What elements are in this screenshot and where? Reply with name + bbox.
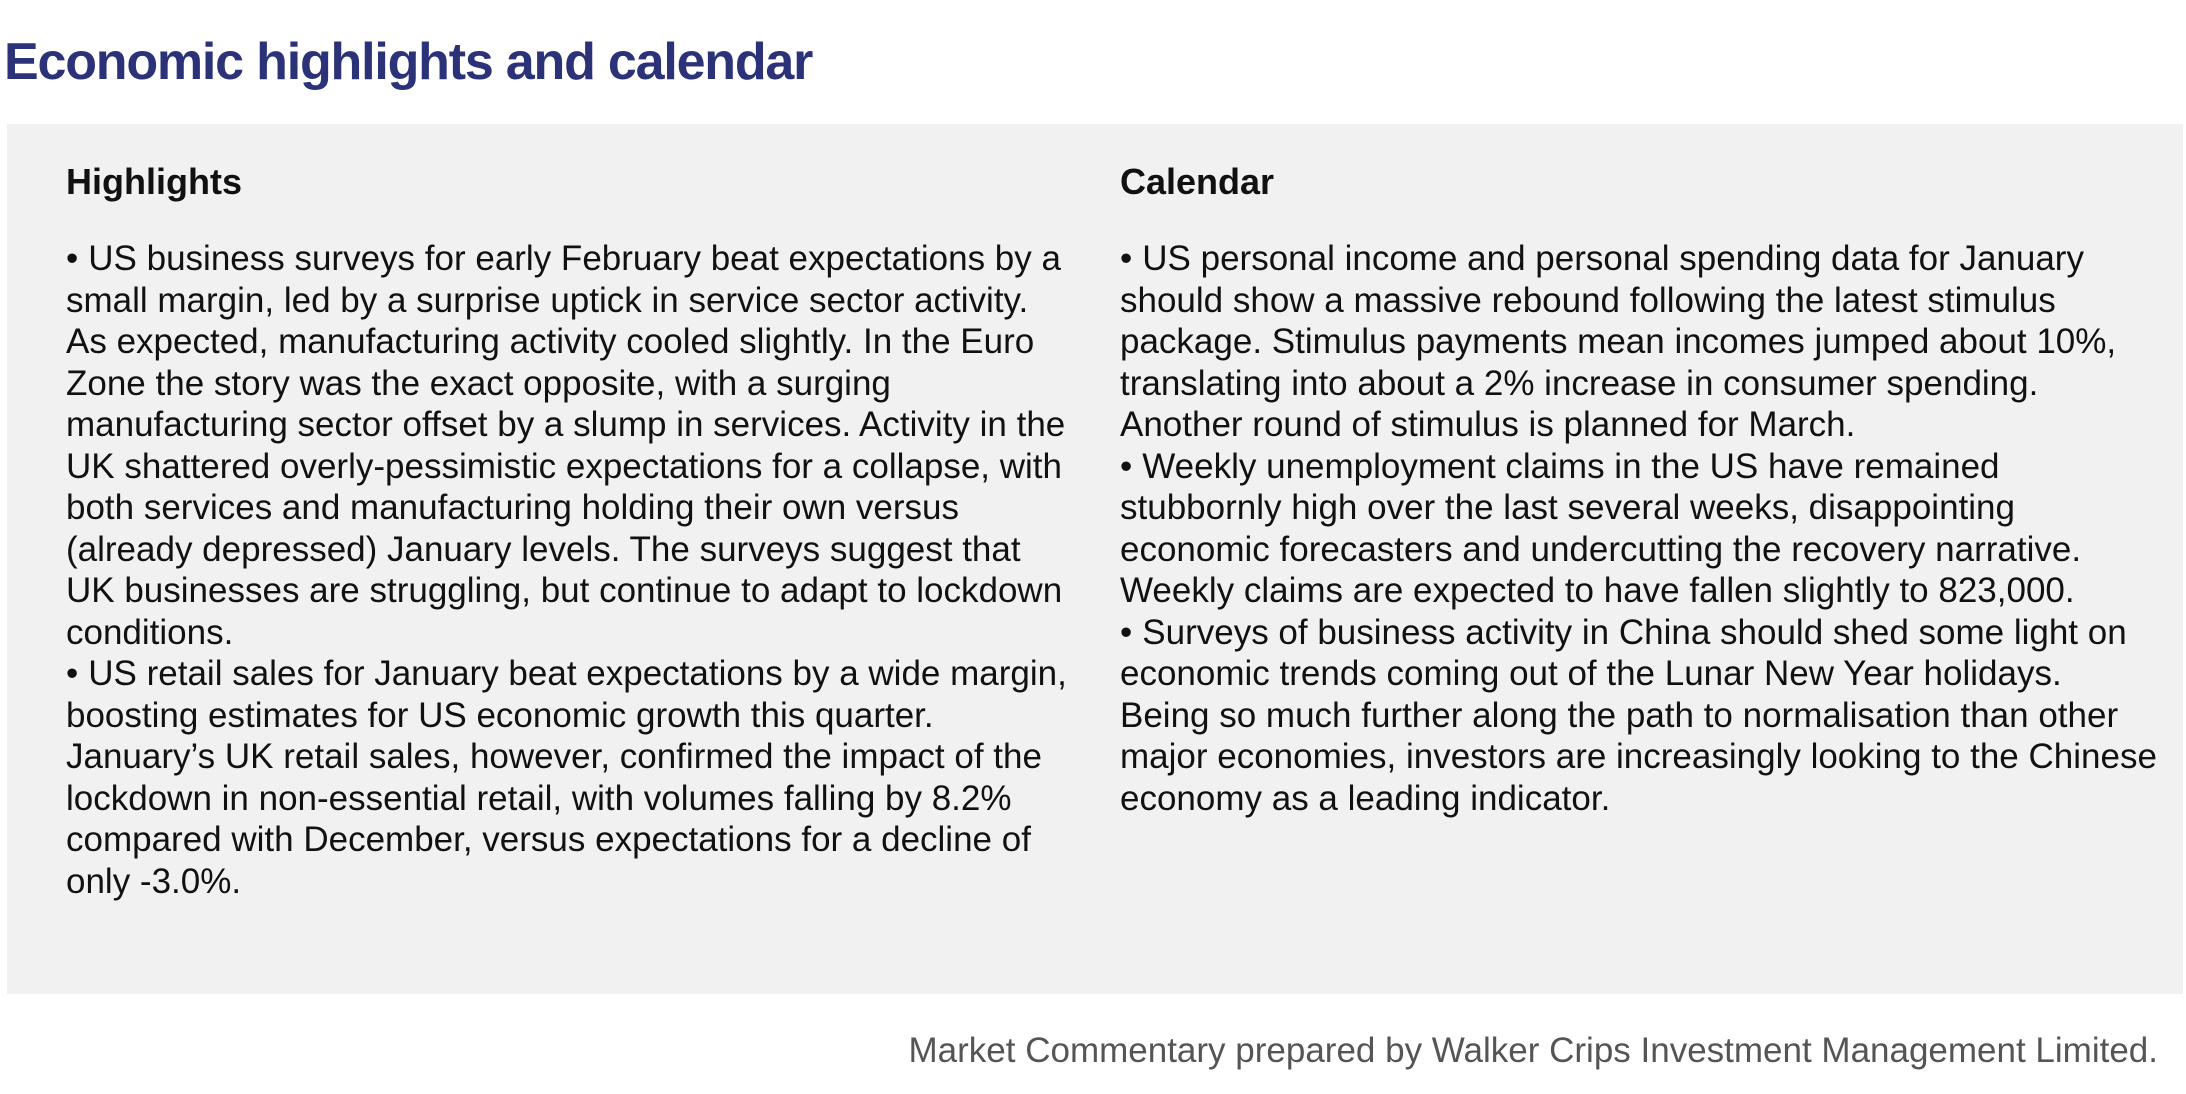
footer-attribution: Market Commentary prepared by Walker Crips Investment Management Limited. — [908, 1031, 2158, 1070]
page-title: Economic highlights and calendar — [4, 33, 813, 91]
calendar-item-text: Surveys of business activity in China should shed some light on economic trends coming out of the Lunar New Year holidays. Being so much further along the path to normalisation than other major economies, investors are increasingly looking to the Chinese economy as a leading indicator. — [1120, 612, 2157, 818]
bullet-icon: • — [1120, 612, 1133, 652]
highlights-column — [66, 156, 1076, 902]
highlights-item — [66, 238, 1076, 653]
calendar-heading: Calendar — [1120, 161, 1275, 202]
highlights-item-text: US business surveys for early February beat expectations by a small margin, led by a surprise uptick in service sector activity. As expected, manufacturing activity cooled slightly. In the Euro Zone the story was the exact opposite, with a surging manufacturing sector offset by a slump in services. Activity in the UK shattered overly-pessimistic expectations for a collapse, with both services and manufacturing holding their own versus (already depressed) January levels. The surveys suggest that UK businesses are struggling, but continue to adapt to lockdown conditions. — [66, 239, 1066, 652]
calendar-item — [1120, 446, 2160, 612]
bullet-icon: • — [1120, 446, 1133, 486]
bullet-icon: • — [66, 239, 79, 278]
content-panel — [7, 124, 2183, 994]
calendar-item — [1120, 612, 2160, 820]
calendar-item — [1120, 238, 2160, 446]
highlights-list — [66, 238, 1076, 902]
bullet-icon: • — [66, 654, 79, 693]
highlights-item — [66, 653, 1076, 902]
calendar-item-text: US personal income and personal spending data for January should show a massive rebound following the latest stimulus package. Stimulus payments mean incomes jumped about 10%, translating into about a 2% increase in consumer spending. Another round of stimulus is planned for March. — [1120, 239, 2117, 444]
highlights-heading: Highlights — [66, 161, 242, 202]
calendar-column — [1120, 156, 2160, 819]
highlights-item-text: US retail sales for January beat expectations by a wide margin, boosting estimates for US economic growth this quarter. January’s UK retail sales, however, confirmed the impact of the lockdown in non-essential retail, with volumes falling by 8.2% compared with December, versus expectations for a decline of only -3.0%. — [66, 654, 1067, 901]
calendar-item-text: Weekly unemployment claims in the US have remained stubbornly high over the last several weeks, disappointing economic forecasters and undercutting the recovery narrative. Weekly claims are expected to have fallen slightly to 823,000. — [1120, 446, 2082, 610]
bullet-icon: • — [1120, 239, 1133, 278]
calendar-list — [1120, 238, 2160, 819]
